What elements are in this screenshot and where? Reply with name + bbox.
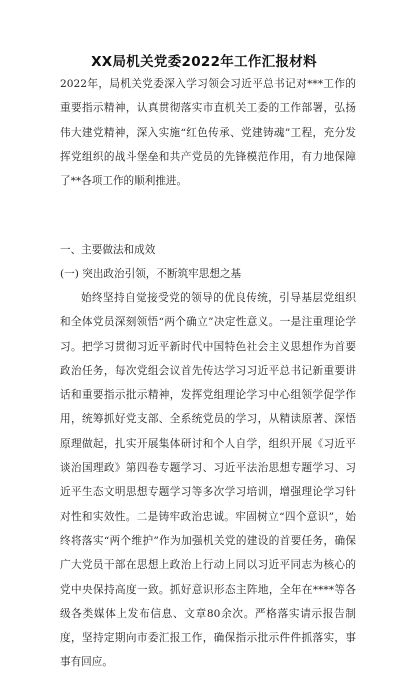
- subsection-heading: (一) 突出政治引领，不断筑牢思想之基: [60, 268, 242, 280]
- body-paragraph: 始终坚持自觉接受党的领导的优良传统，引导基层党组织和全体党员深刻领悟“两个确立”决定性意义。一是注重理论学习。把学习贯彻习近平新时代中国特色社会主义思想作为首要政治任务，每次党组会议首先传达学习习近平总书记新重要讲话和重要指示批示精神，发挥党组理论学习中心组领学促学作用，统筹抓好党支部、全系统党员的学习，从精读原著、深悟原理做起，扎实开展集体研讨和个人自学，组织开展《习近平谈治国理政》第四卷专题学习、习近平法治思想专题学习、习近平生态文明思想专题学习等多次学习培训，增强理论学习针对性和实效性。二是铸牢政治忠诚。牢固树立“四个意识”，始终将落实“两个维护”作为加强机关党的建设的首要任务，确保广大党员干部在思想上政治上行动上同以习近平同志为核心的党中央保持高度一致。抓好意识形态主阵地，全年在****等各级各类媒体上发布信息、文章80余次。严格落实请示报告制度，坚持定期向市委汇报工作，确保指示批示件件抓落实，事事有回应。: [60, 292, 356, 669]
- document-title: XX局机关党委2022年工作汇报材料: [91, 54, 317, 70]
- intro-paragraph: 2022年，局机关党委深入学习领会习近平总书记对***工作的重要指示精神，认真贯彻落实市直机关工委的工作部署，弘扬伟大建党精神，深入实施“红色传承、党建铸魂”工程，充分发挥党组织的战斗堡垒和共产党员的先锋模范作用，有力地保障了**各项工作的顺利推进。: [60, 78, 356, 188]
- section-heading: 一、主要做法和成效: [60, 244, 156, 256]
